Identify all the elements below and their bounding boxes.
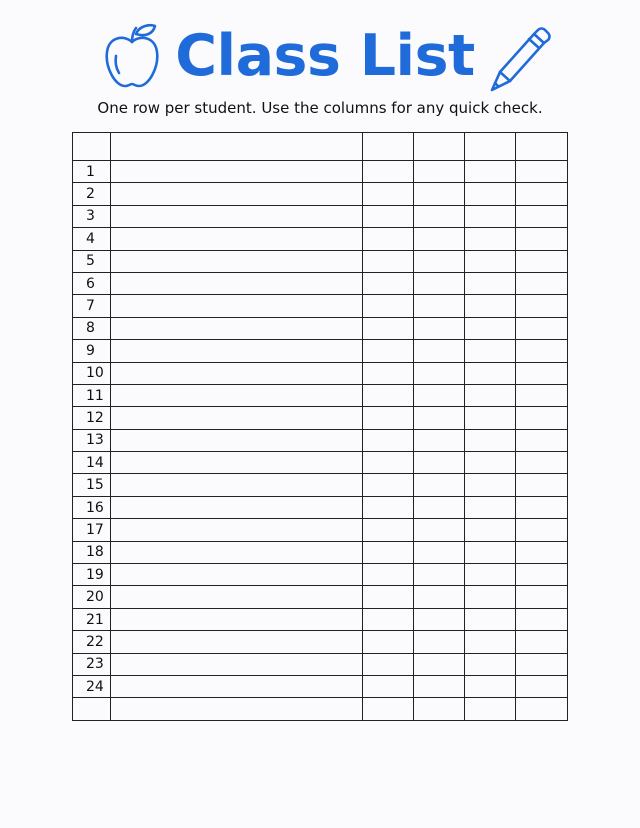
check-cell[interactable] bbox=[414, 586, 465, 608]
check-cell[interactable] bbox=[516, 272, 568, 294]
check-cell[interactable] bbox=[465, 340, 516, 362]
student-name-cell[interactable] bbox=[111, 452, 363, 474]
check-cell[interactable] bbox=[414, 161, 465, 183]
table-row bbox=[73, 452, 568, 474]
table-row bbox=[73, 384, 568, 406]
check-cell[interactable] bbox=[363, 586, 414, 608]
student-name-cell[interactable] bbox=[111, 631, 363, 653]
header-cell-check bbox=[414, 133, 465, 161]
page-title: Class List bbox=[175, 23, 475, 89]
check-cell[interactable] bbox=[363, 272, 414, 294]
check-cell[interactable] bbox=[414, 407, 465, 429]
table-row bbox=[73, 183, 568, 205]
class-list-table bbox=[72, 132, 568, 721]
table-row bbox=[73, 519, 568, 541]
table-row bbox=[73, 407, 568, 429]
check-cell[interactable] bbox=[516, 183, 568, 205]
check-cell[interactable] bbox=[363, 452, 414, 474]
row-number bbox=[73, 698, 111, 720]
check-cell[interactable] bbox=[363, 608, 414, 630]
table-row bbox=[73, 496, 568, 518]
header-cell-check bbox=[465, 133, 516, 161]
check-cell[interactable] bbox=[465, 362, 516, 384]
table-row bbox=[73, 161, 568, 183]
check-cell[interactable] bbox=[363, 541, 414, 563]
row-number: 3 bbox=[73, 205, 111, 227]
check-cell[interactable] bbox=[363, 295, 414, 317]
row-number: 19 bbox=[73, 564, 111, 586]
page-header bbox=[0, 14, 640, 94]
table-row bbox=[73, 272, 568, 294]
student-name-cell[interactable] bbox=[111, 407, 363, 429]
student-name-cell[interactable] bbox=[111, 496, 363, 518]
check-cell[interactable] bbox=[414, 631, 465, 653]
apple-icon bbox=[103, 22, 161, 90]
check-cell[interactable] bbox=[363, 250, 414, 272]
student-name-cell[interactable] bbox=[111, 183, 363, 205]
check-cell[interactable] bbox=[363, 564, 414, 586]
student-name-cell[interactable] bbox=[111, 653, 363, 675]
check-cell[interactable] bbox=[465, 250, 516, 272]
check-cell[interactable] bbox=[465, 608, 516, 630]
row-number: 24 bbox=[73, 675, 111, 697]
check-cell[interactable] bbox=[465, 429, 516, 451]
check-cell[interactable] bbox=[414, 675, 465, 697]
check-cell[interactable] bbox=[414, 564, 465, 586]
table-row bbox=[73, 205, 568, 227]
check-cell[interactable] bbox=[465, 496, 516, 518]
check-cell[interactable] bbox=[465, 631, 516, 653]
check-cell[interactable] bbox=[414, 496, 465, 518]
row-number: 15 bbox=[73, 474, 111, 496]
check-cell[interactable] bbox=[363, 183, 414, 205]
table-row bbox=[73, 295, 568, 317]
student-name-cell[interactable] bbox=[111, 228, 363, 250]
table-row bbox=[73, 250, 568, 272]
check-cell[interactable] bbox=[516, 474, 568, 496]
student-name-cell[interactable] bbox=[111, 205, 363, 227]
check-cell[interactable] bbox=[516, 295, 568, 317]
table-row bbox=[73, 698, 568, 720]
check-cell[interactable] bbox=[516, 564, 568, 586]
check-cell[interactable] bbox=[363, 161, 414, 183]
row-number: 20 bbox=[73, 586, 111, 608]
check-cell[interactable] bbox=[516, 429, 568, 451]
check-cell[interactable] bbox=[465, 564, 516, 586]
check-cell[interactable] bbox=[516, 675, 568, 697]
row-number: 13 bbox=[73, 429, 111, 451]
check-cell[interactable] bbox=[414, 295, 465, 317]
row-number: 17 bbox=[73, 519, 111, 541]
row-number: 12 bbox=[73, 407, 111, 429]
table-row bbox=[73, 631, 568, 653]
check-cell[interactable] bbox=[414, 250, 465, 272]
table-row bbox=[73, 340, 568, 362]
check-cell[interactable] bbox=[465, 474, 516, 496]
check-cell[interactable] bbox=[516, 452, 568, 474]
check-cell[interactable] bbox=[516, 362, 568, 384]
check-cell[interactable] bbox=[516, 228, 568, 250]
check-cell[interactable] bbox=[465, 295, 516, 317]
check-cell[interactable] bbox=[465, 452, 516, 474]
row-number: 6 bbox=[73, 272, 111, 294]
check-cell[interactable] bbox=[465, 317, 516, 339]
check-cell[interactable] bbox=[414, 452, 465, 474]
pencil-icon bbox=[488, 24, 552, 92]
check-cell[interactable] bbox=[363, 384, 414, 406]
row-number: 7 bbox=[73, 295, 111, 317]
check-cell[interactable] bbox=[465, 675, 516, 697]
table-header-row bbox=[73, 133, 568, 161]
check-cell[interactable] bbox=[516, 653, 568, 675]
table-row bbox=[73, 541, 568, 563]
check-cell[interactable] bbox=[516, 496, 568, 518]
table-row bbox=[73, 675, 568, 697]
student-name-cell[interactable] bbox=[111, 362, 363, 384]
check-cell[interactable] bbox=[465, 228, 516, 250]
header-cell-check bbox=[363, 133, 414, 161]
header-cell-name bbox=[111, 133, 363, 161]
check-cell[interactable] bbox=[516, 205, 568, 227]
check-cell[interactable] bbox=[516, 608, 568, 630]
check-cell[interactable] bbox=[414, 205, 465, 227]
check-cell[interactable] bbox=[465, 161, 516, 183]
student-name-cell[interactable] bbox=[111, 564, 363, 586]
check-cell[interactable] bbox=[414, 228, 465, 250]
check-cell[interactable] bbox=[363, 362, 414, 384]
check-cell[interactable] bbox=[414, 183, 465, 205]
student-name-cell[interactable] bbox=[111, 340, 363, 362]
row-number: 1 bbox=[73, 161, 111, 183]
check-cell[interactable] bbox=[516, 340, 568, 362]
table-row bbox=[73, 608, 568, 630]
check-cell[interactable] bbox=[516, 317, 568, 339]
check-cell[interactable] bbox=[516, 698, 568, 720]
check-cell[interactable] bbox=[363, 631, 414, 653]
check-cell[interactable] bbox=[414, 362, 465, 384]
check-cell[interactable] bbox=[363, 340, 414, 362]
row-number: 4 bbox=[73, 228, 111, 250]
check-cell[interactable] bbox=[465, 183, 516, 205]
check-cell[interactable] bbox=[363, 698, 414, 720]
row-number: 21 bbox=[73, 608, 111, 630]
check-cell[interactable] bbox=[414, 608, 465, 630]
check-cell[interactable] bbox=[363, 429, 414, 451]
row-number: 18 bbox=[73, 541, 111, 563]
check-cell[interactable] bbox=[363, 496, 414, 518]
check-cell[interactable] bbox=[516, 519, 568, 541]
student-name-cell[interactable] bbox=[111, 250, 363, 272]
student-name-cell[interactable] bbox=[111, 519, 363, 541]
check-cell[interactable] bbox=[465, 205, 516, 227]
header-cell-check bbox=[516, 133, 568, 161]
student-name-cell[interactable] bbox=[111, 541, 363, 563]
check-cell[interactable] bbox=[414, 519, 465, 541]
check-cell[interactable] bbox=[363, 205, 414, 227]
row-number: 8 bbox=[73, 317, 111, 339]
student-name-cell[interactable] bbox=[111, 384, 363, 406]
check-cell[interactable] bbox=[414, 429, 465, 451]
row-number: 2 bbox=[73, 183, 111, 205]
row-number: 23 bbox=[73, 653, 111, 675]
check-cell[interactable] bbox=[516, 384, 568, 406]
student-name-cell[interactable] bbox=[111, 675, 363, 697]
check-cell[interactable] bbox=[363, 474, 414, 496]
check-cell[interactable] bbox=[465, 384, 516, 406]
student-name-cell[interactable] bbox=[111, 317, 363, 339]
student-name-cell[interactable] bbox=[111, 295, 363, 317]
table-row bbox=[73, 317, 568, 339]
page-subtitle: One row per student. Use the columns for any quick check. bbox=[97, 99, 543, 117]
check-cell[interactable] bbox=[414, 272, 465, 294]
check-cell[interactable] bbox=[363, 675, 414, 697]
table-row bbox=[73, 429, 568, 451]
check-cell[interactable] bbox=[516, 586, 568, 608]
check-cell[interactable] bbox=[414, 317, 465, 339]
check-cell[interactable] bbox=[465, 541, 516, 563]
table-row bbox=[73, 474, 568, 496]
check-cell[interactable] bbox=[516, 161, 568, 183]
check-cell[interactable] bbox=[465, 407, 516, 429]
table-row bbox=[73, 653, 568, 675]
row-number: 14 bbox=[73, 452, 111, 474]
student-name-cell[interactable] bbox=[111, 586, 363, 608]
check-cell[interactable] bbox=[414, 340, 465, 362]
table-row bbox=[73, 362, 568, 384]
check-cell[interactable] bbox=[465, 653, 516, 675]
row-number: 5 bbox=[73, 250, 111, 272]
check-cell[interactable] bbox=[516, 250, 568, 272]
check-cell[interactable] bbox=[414, 541, 465, 563]
check-cell[interactable] bbox=[363, 653, 414, 675]
row-number: 11 bbox=[73, 384, 111, 406]
check-cell[interactable] bbox=[363, 407, 414, 429]
table-row bbox=[73, 228, 568, 250]
check-cell[interactable] bbox=[414, 698, 465, 720]
check-cell[interactable] bbox=[363, 519, 414, 541]
check-cell[interactable] bbox=[516, 631, 568, 653]
row-number: 22 bbox=[73, 631, 111, 653]
check-cell[interactable] bbox=[516, 407, 568, 429]
check-cell[interactable] bbox=[414, 653, 465, 675]
row-number: 10 bbox=[73, 362, 111, 384]
check-cell[interactable] bbox=[465, 586, 516, 608]
student-name-cell[interactable] bbox=[111, 161, 363, 183]
student-name-cell[interactable] bbox=[111, 272, 363, 294]
check-cell[interactable] bbox=[363, 317, 414, 339]
check-cell[interactable] bbox=[414, 384, 465, 406]
check-cell[interactable] bbox=[516, 541, 568, 563]
row-number: 16 bbox=[73, 496, 111, 518]
student-name-cell[interactable] bbox=[111, 698, 363, 720]
header-cell-number bbox=[73, 133, 111, 161]
row-number: 9 bbox=[73, 340, 111, 362]
check-cell[interactable] bbox=[465, 698, 516, 720]
student-name-cell[interactable] bbox=[111, 608, 363, 630]
check-cell[interactable] bbox=[414, 474, 465, 496]
student-name-cell[interactable] bbox=[111, 474, 363, 496]
student-name-cell[interactable] bbox=[111, 429, 363, 451]
table-row bbox=[73, 586, 568, 608]
check-cell[interactable] bbox=[465, 272, 516, 294]
check-cell[interactable] bbox=[465, 519, 516, 541]
table-row bbox=[73, 564, 568, 586]
check-cell[interactable] bbox=[363, 228, 414, 250]
